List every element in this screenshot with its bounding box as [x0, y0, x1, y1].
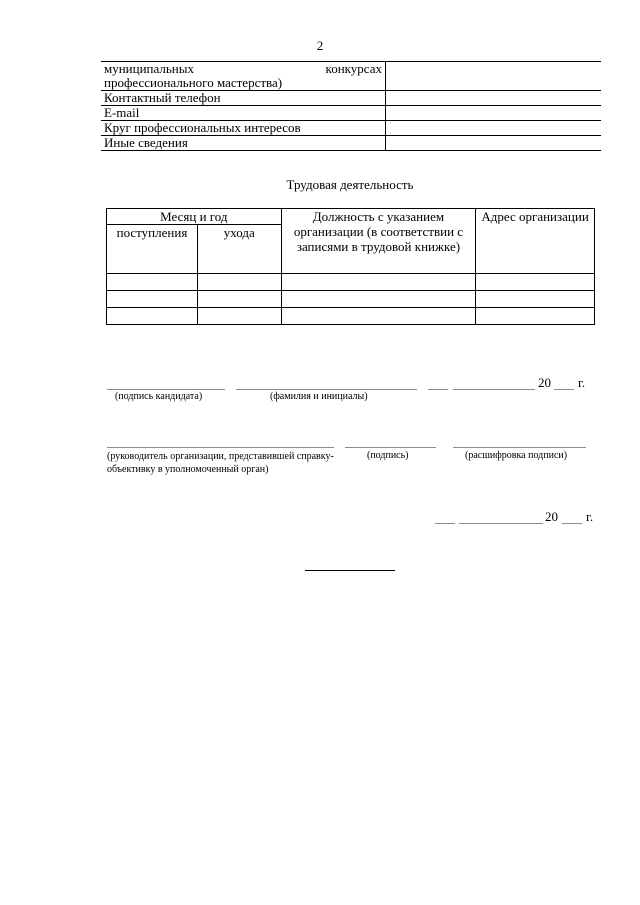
date-year-prefix: 20 [538, 375, 551, 390]
page-number: 2 [316, 38, 324, 53]
info-value[interactable] [386, 62, 602, 91]
table-cell[interactable] [107, 308, 198, 325]
info-label: Иные сведения [101, 136, 386, 151]
table-cell[interactable] [281, 308, 475, 325]
section-title: Трудовая деятельность [286, 177, 414, 192]
header-end: ухода [197, 225, 281, 274]
candidate-name-line[interactable] [236, 389, 417, 390]
date-suffix: г. [586, 509, 594, 524]
date-suffix: г. [578, 375, 586, 390]
date-year-prefix: 20 [545, 509, 558, 524]
table-header-row [107, 209, 595, 225]
header-start: поступления [107, 225, 198, 274]
candidate-signature-line[interactable] [107, 389, 225, 390]
info-label: E-mail [101, 106, 386, 121]
manager-signature-caption: (подпись) [367, 450, 409, 461]
date-month-line[interactable] [459, 523, 543, 524]
table-row [101, 106, 601, 121]
table-cell[interactable] [476, 274, 595, 291]
info-value[interactable] [386, 136, 602, 151]
end-divider [305, 570, 395, 571]
date-day-line[interactable] [435, 523, 455, 524]
personal-info-table [101, 61, 601, 151]
table-row [101, 91, 601, 106]
table-cell[interactable] [197, 274, 281, 291]
manager-line[interactable] [107, 447, 334, 448]
manager-decoding-line[interactable] [453, 447, 586, 448]
info-value[interactable] [386, 121, 602, 136]
table-row [101, 121, 601, 136]
date-day-line[interactable] [428, 389, 448, 390]
info-label: Контактный телефон [101, 91, 386, 106]
table-cell[interactable] [281, 274, 475, 291]
info-value[interactable] [386, 106, 602, 121]
table-cell[interactable] [476, 308, 595, 325]
table-cell[interactable] [197, 291, 281, 308]
date-year-line[interactable] [554, 389, 574, 390]
info-label [101, 62, 386, 91]
table-row [107, 308, 595, 325]
manager-decoding-caption: (расшифровка подписи) [465, 450, 568, 461]
table-row [101, 136, 601, 151]
info-label-part: конкурсах [325, 61, 382, 76]
info-label-part: муниципальных [104, 61, 195, 76]
table-cell[interactable] [107, 291, 198, 308]
table-cell[interactable] [107, 274, 198, 291]
header-month-year: Месяц и год [107, 209, 282, 225]
table-cell[interactable] [281, 291, 475, 308]
employment-table [106, 208, 595, 325]
table-row [101, 62, 601, 91]
table-cell[interactable] [476, 291, 595, 308]
date-month-line[interactable] [453, 389, 535, 390]
manager-signature-line[interactable] [345, 447, 436, 448]
header-position: Должность с указанием организации (в соответствии с записями в трудовой книжке) [281, 209, 475, 274]
table-row [107, 274, 595, 291]
date-year-line[interactable] [562, 523, 582, 524]
candidate-name-caption: (фамилия и инициалы) [270, 391, 368, 402]
manager-caption: (руководитель организации, представившей справку-объективку в уполномоченный орган) [107, 451, 334, 475]
table-row [107, 291, 595, 308]
header-address: Адрес организации [476, 209, 595, 274]
info-label-line: профессионального мастерства) [104, 75, 283, 90]
info-label: Круг профессиональных интересов [101, 121, 386, 136]
info-value[interactable] [386, 91, 602, 106]
candidate-signature-caption: (подпись кандидата) [115, 391, 203, 402]
table-cell[interactable] [197, 308, 281, 325]
